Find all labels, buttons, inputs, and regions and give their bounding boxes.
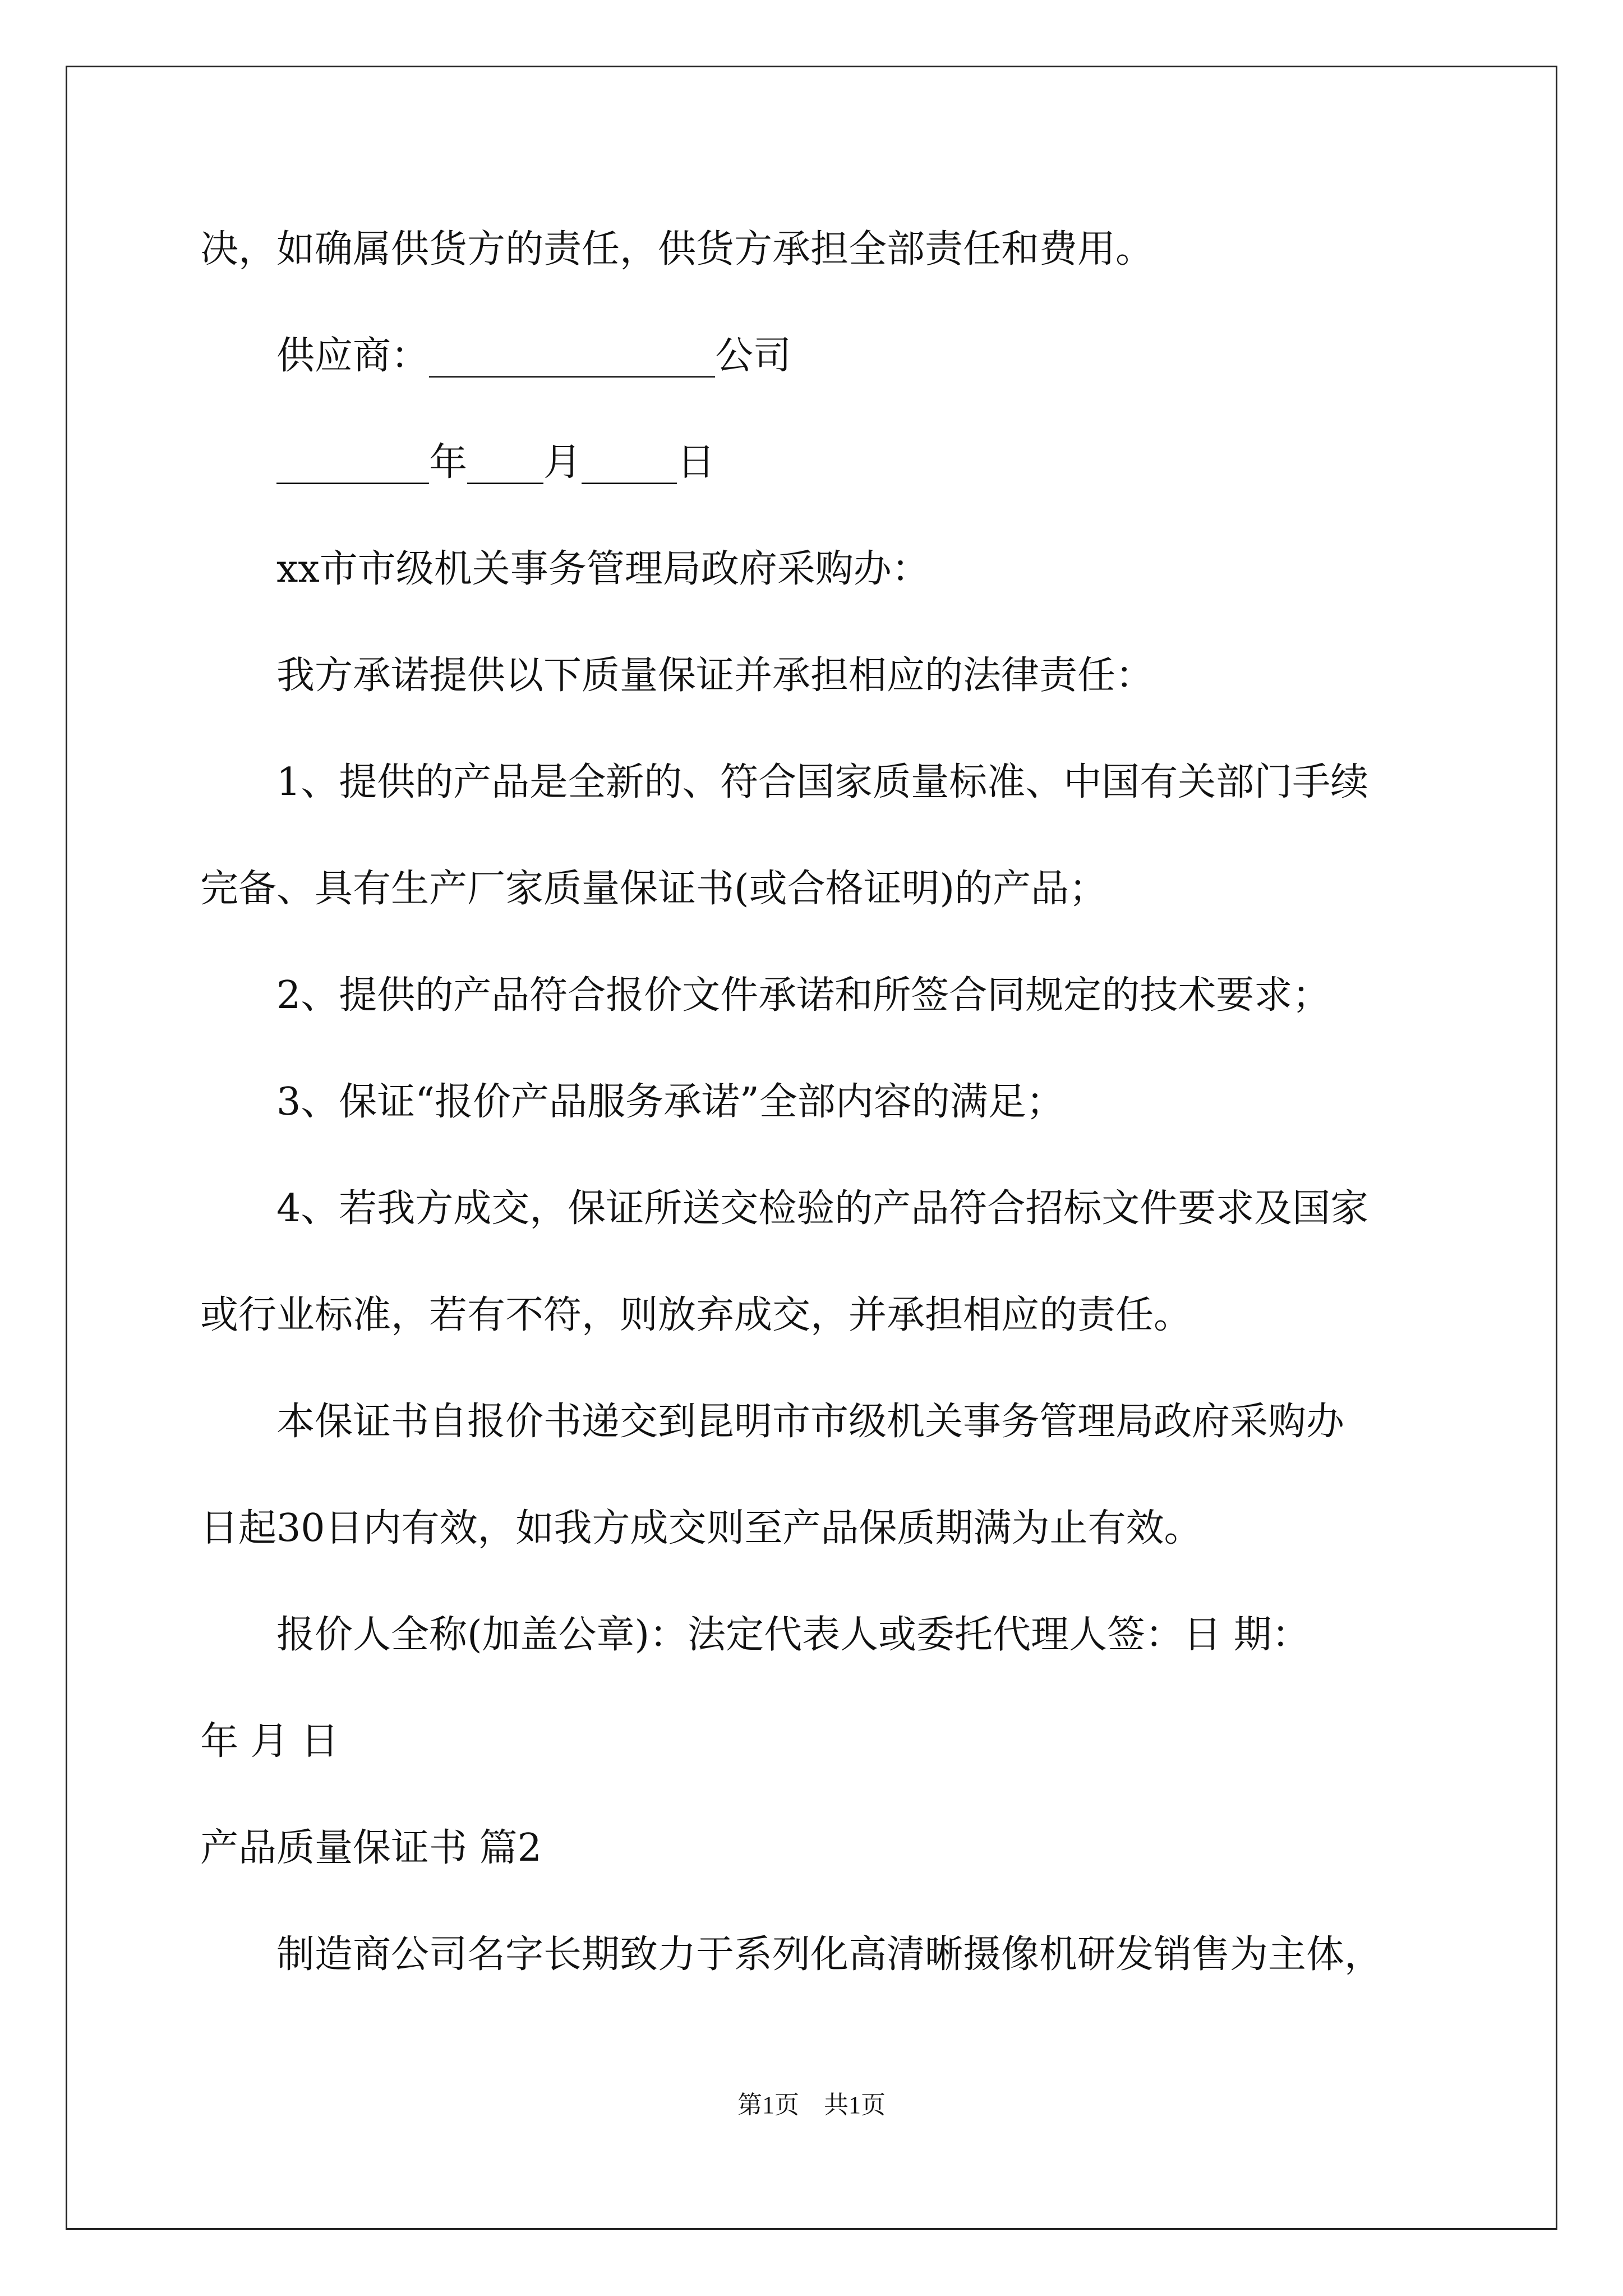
section-heading: 产品质量保证书 篇2 [200, 1826, 542, 1870]
item-1-line-2: 完备、具有生产厂家质量保证书(或合格证明)的产品； [200, 867, 1108, 911]
validity-line-2: 日起30日内有效，如我方成交则至产品保质期满为止有效。 [200, 1506, 1202, 1550]
section-2-first-line: 制造商公司名字长期致力于系列化高清晰摄像机研发销售为主体， [276, 1932, 1383, 1977]
paragraph-line-continuation: 决，如确属供货方的责任，供货方承担全部责任和费用。 [200, 227, 1154, 272]
item-4-line-1: 4、若我方成交，保证所送交检验的产品符合招标文件要求及国家 [276, 1186, 1369, 1231]
commitment-intro: 我方承诺提供以下质量保证并承担相应的法律责任： [276, 654, 1154, 698]
item-4-line-2: 或行业标准，若有不符，则放弃成交，并承担相应的责任。 [200, 1293, 1192, 1337]
item-1-line-1: 1、提供的产品是全新的、符合国家质量标准、中国有关部门手续 [276, 760, 1369, 804]
item-3: 3、保证“报价产品服务承诺”全部内容的满足； [276, 1080, 1064, 1124]
supplier-line: 供应商：_______________公司 [276, 334, 792, 378]
signature-date: 年 月 日 [200, 1719, 339, 1764]
page-border [66, 66, 1557, 2230]
date-line: ________年____月_____日 [276, 440, 716, 485]
signature-line: 报价人全称(加盖公章)：法定代表人或委托代理人签：日 期： [276, 1613, 1310, 1657]
item-2: 2、提供的产品符合报价文件承诺和所签合同规定的技术要求； [276, 973, 1331, 1018]
addressee-line: xx市市级机关事务管理局政府采购办： [276, 547, 930, 591]
validity-line-1: 本保证书自报价书递交到昆明市市级机关事务管理局政府采购办 [276, 1400, 1345, 1444]
page-number-footer: 第1页 共1页 [737, 2091, 886, 2119]
